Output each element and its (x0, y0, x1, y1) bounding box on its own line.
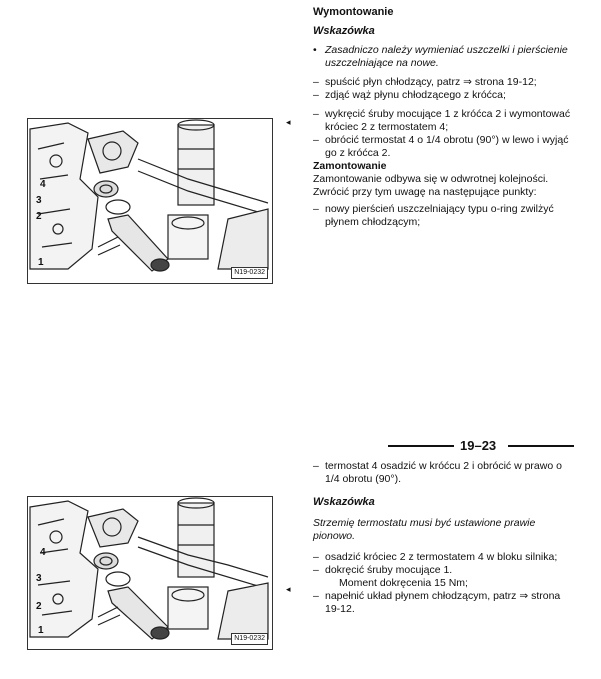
note-text: Strzemię termostatu musi być ustawione prawie pionowo. (313, 517, 536, 542)
note-bullet: • Zasadniczo należy wymieniać uszczelki i pierścienie uszczelniające na nowe. (313, 44, 575, 70)
engine-illustration (28, 497, 272, 649)
callout-2: 2 (36, 601, 42, 612)
step-item: – termostat 4 osadzić w króćcu 2 i obrócić w prawo o 1/4 obrotu (90°). (313, 460, 575, 486)
section-heading-removal: Wymontowanie (313, 6, 394, 18)
figure-thermostat-install (27, 496, 273, 650)
step-item: – zdjąć wąż płynu chłodzącego z króćca; (313, 89, 575, 102)
top-text-column (313, 6, 575, 229)
callout-3: 3 (36, 195, 42, 206)
callout-4: 4 (40, 179, 46, 190)
install-intro: Zamontowanie odbywa się w odwrotnej kolejności. Zwrócić przy tym uwagę na następujące punkty: (313, 173, 549, 198)
note-heading: Wskazówka (313, 496, 375, 508)
step-item: – obrócić termostat 4 o 1/4 obrotu (90°) w lewo i wyjąć go z króćca 2. (313, 134, 575, 160)
arrow-marker-icon: ◂ (286, 584, 291, 594)
callout-4: 4 (40, 547, 46, 558)
step-item: – nowy pierścień uszczelniający typu o-ring zwilżyć płynem chłodzącym; (313, 203, 575, 229)
torque-spec: Moment dokręcenia 15 Nm; (339, 577, 468, 589)
step-item: – spuścić płyn chłodzący, patrz ⇒ strona 19-12; (313, 76, 575, 89)
figure-label: N19-0232 (231, 633, 268, 645)
arrow-marker-icon: ◂ (286, 117, 291, 127)
figure-thermostat-removal (27, 118, 273, 284)
note-heading: Wskazówka (313, 25, 375, 37)
callout-3: 3 (36, 573, 42, 584)
engine-illustration (28, 119, 272, 283)
step-item: – dokręcić śruby mocujące 1. (313, 564, 575, 577)
section-heading-install: Zamontowanie (313, 160, 387, 172)
step-item: – wykręcić śruby mocujące 1 z króćca 2 i wymontować króciec 2 z termostatem 4; (313, 108, 575, 134)
page-number-rule-left (388, 445, 454, 447)
callout-1: 1 (38, 257, 44, 268)
bottom-text-column (313, 460, 575, 616)
figure-label: N19-0232 (231, 267, 268, 279)
page-number: 19–23 (460, 438, 497, 453)
callout-1: 1 (38, 625, 44, 636)
callout-2: 2 (36, 211, 42, 222)
step-item: – napełnić układ płynem chłodzącym, patrz ⇒ strona 19-12. (313, 590, 575, 616)
step-item: – osadzić króciec 2 z termostatem 4 w bloku silnika; (313, 551, 575, 564)
page-number-rule-right (508, 445, 574, 447)
